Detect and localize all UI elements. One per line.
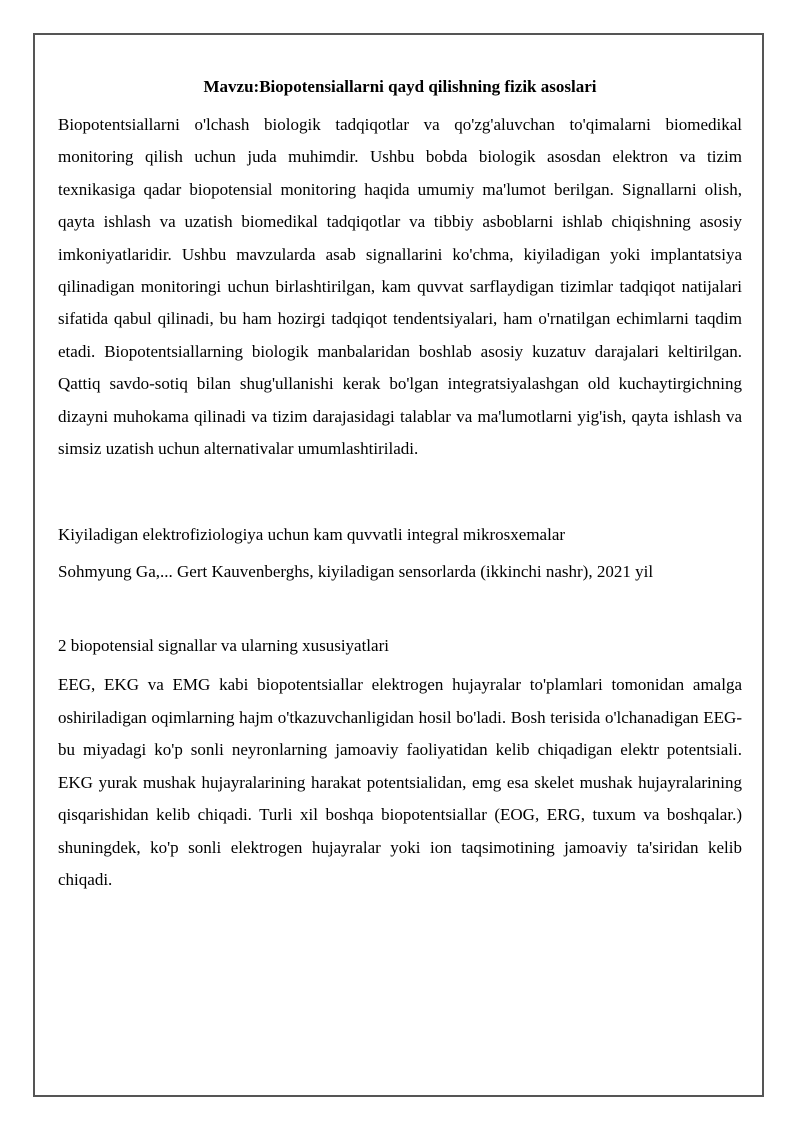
document-body bbox=[58, 73, 742, 896]
spacer bbox=[58, 549, 742, 558]
section-heading: 2 biopotensial signallar va ularning xususiyatlari bbox=[58, 636, 389, 656]
intro-paragraph: Biopotentsiallarni o'lchash biologik tadqiqotlar va qo'zg'aluvchan to'qimalarni biomedikal monitoring qilish uchun juda muhimdir. Ushbu bobda biologik asosdan elektron va tizim texnikasiga qadar biopotensial monitoring haqida umumiy ma'lumot berilgan. Signallarni olish, qayta ishlash va uzatish biomedikal tadqiqotlar va tibbiy asboblarni ishlab chiqishning asosiy imkoniyatlaridir. Ushbu mavzularda asab signallarini ko'chma, kiyiladigan yoki implantatsiya qilinadigan monitoringi uchun birlashtirilgan, kam quvvat sarflaydigan tizimlar tadqiqot natijalari sifatida qabul qilinadi, bu ham hozirgi tadqiqot tendentsiyalari, ham o'rnatilgan echimlarni taqdim etadi. Biopotentsiallarning biologik manbalaridan boshlab asosiy kuzatuv darajalari keltirilgan. Qattiq savdo-sotiq bilan shug'ullanishi kerak bo'lgan integratsiyalashgan old kuchaytirgichning dizayni muhokama qilinadi va tizim darajasidagi talablar va ma'lumotlarni yig'ish, qayta ishlash va simsiz uzatish uchun alternativalar umumlashtiriladi. bbox=[58, 115, 742, 459]
document-title: Mavzu:Biopotensiallarni qayd qilishning fizik asoslari bbox=[203, 77, 597, 96]
section-paragraph: EEG, EKG va EMG kabi biopotentsiallar elektrogen hujayralar to'plamlari tomonidan amalga oshiriladigan oqimlarning hajm o'tkazuvchanligidan hosil bo'ladi. Bosh terisida o'lchanadigan EEG-bu miyadagi ko'p sonli neyronlarning jamoaviy faoliyatidan kelib chiqadigan elektr potentsiali. EKG yurak mushak hujayralarining harakat potentsialidan, emg esa skelet mushak hujayralarining qisqarishidan kelib chiqadi. Turli xil boshqa biopotentsiallar (EOG, ERG, tuxum va boshqalar.) shuningdek, ko'p sonli elektrogen hujayralar yoki ion taqsimotining jamoaviy ta'siridan kelib chiqadi. bbox=[58, 675, 742, 889]
spacer bbox=[58, 465, 742, 521]
source-citation: Sohmyung Ga,... Gert Kauvenberghs, kiyiladigan sensorlarda (ikkinchi nashr), 2021 yil bbox=[58, 562, 654, 582]
source-title: Kiyiladigan elektrofiziologiya uchun kam quvvatli integral mikrosxemalar bbox=[58, 525, 566, 545]
spacer bbox=[58, 660, 742, 669]
spacer bbox=[58, 586, 742, 632]
